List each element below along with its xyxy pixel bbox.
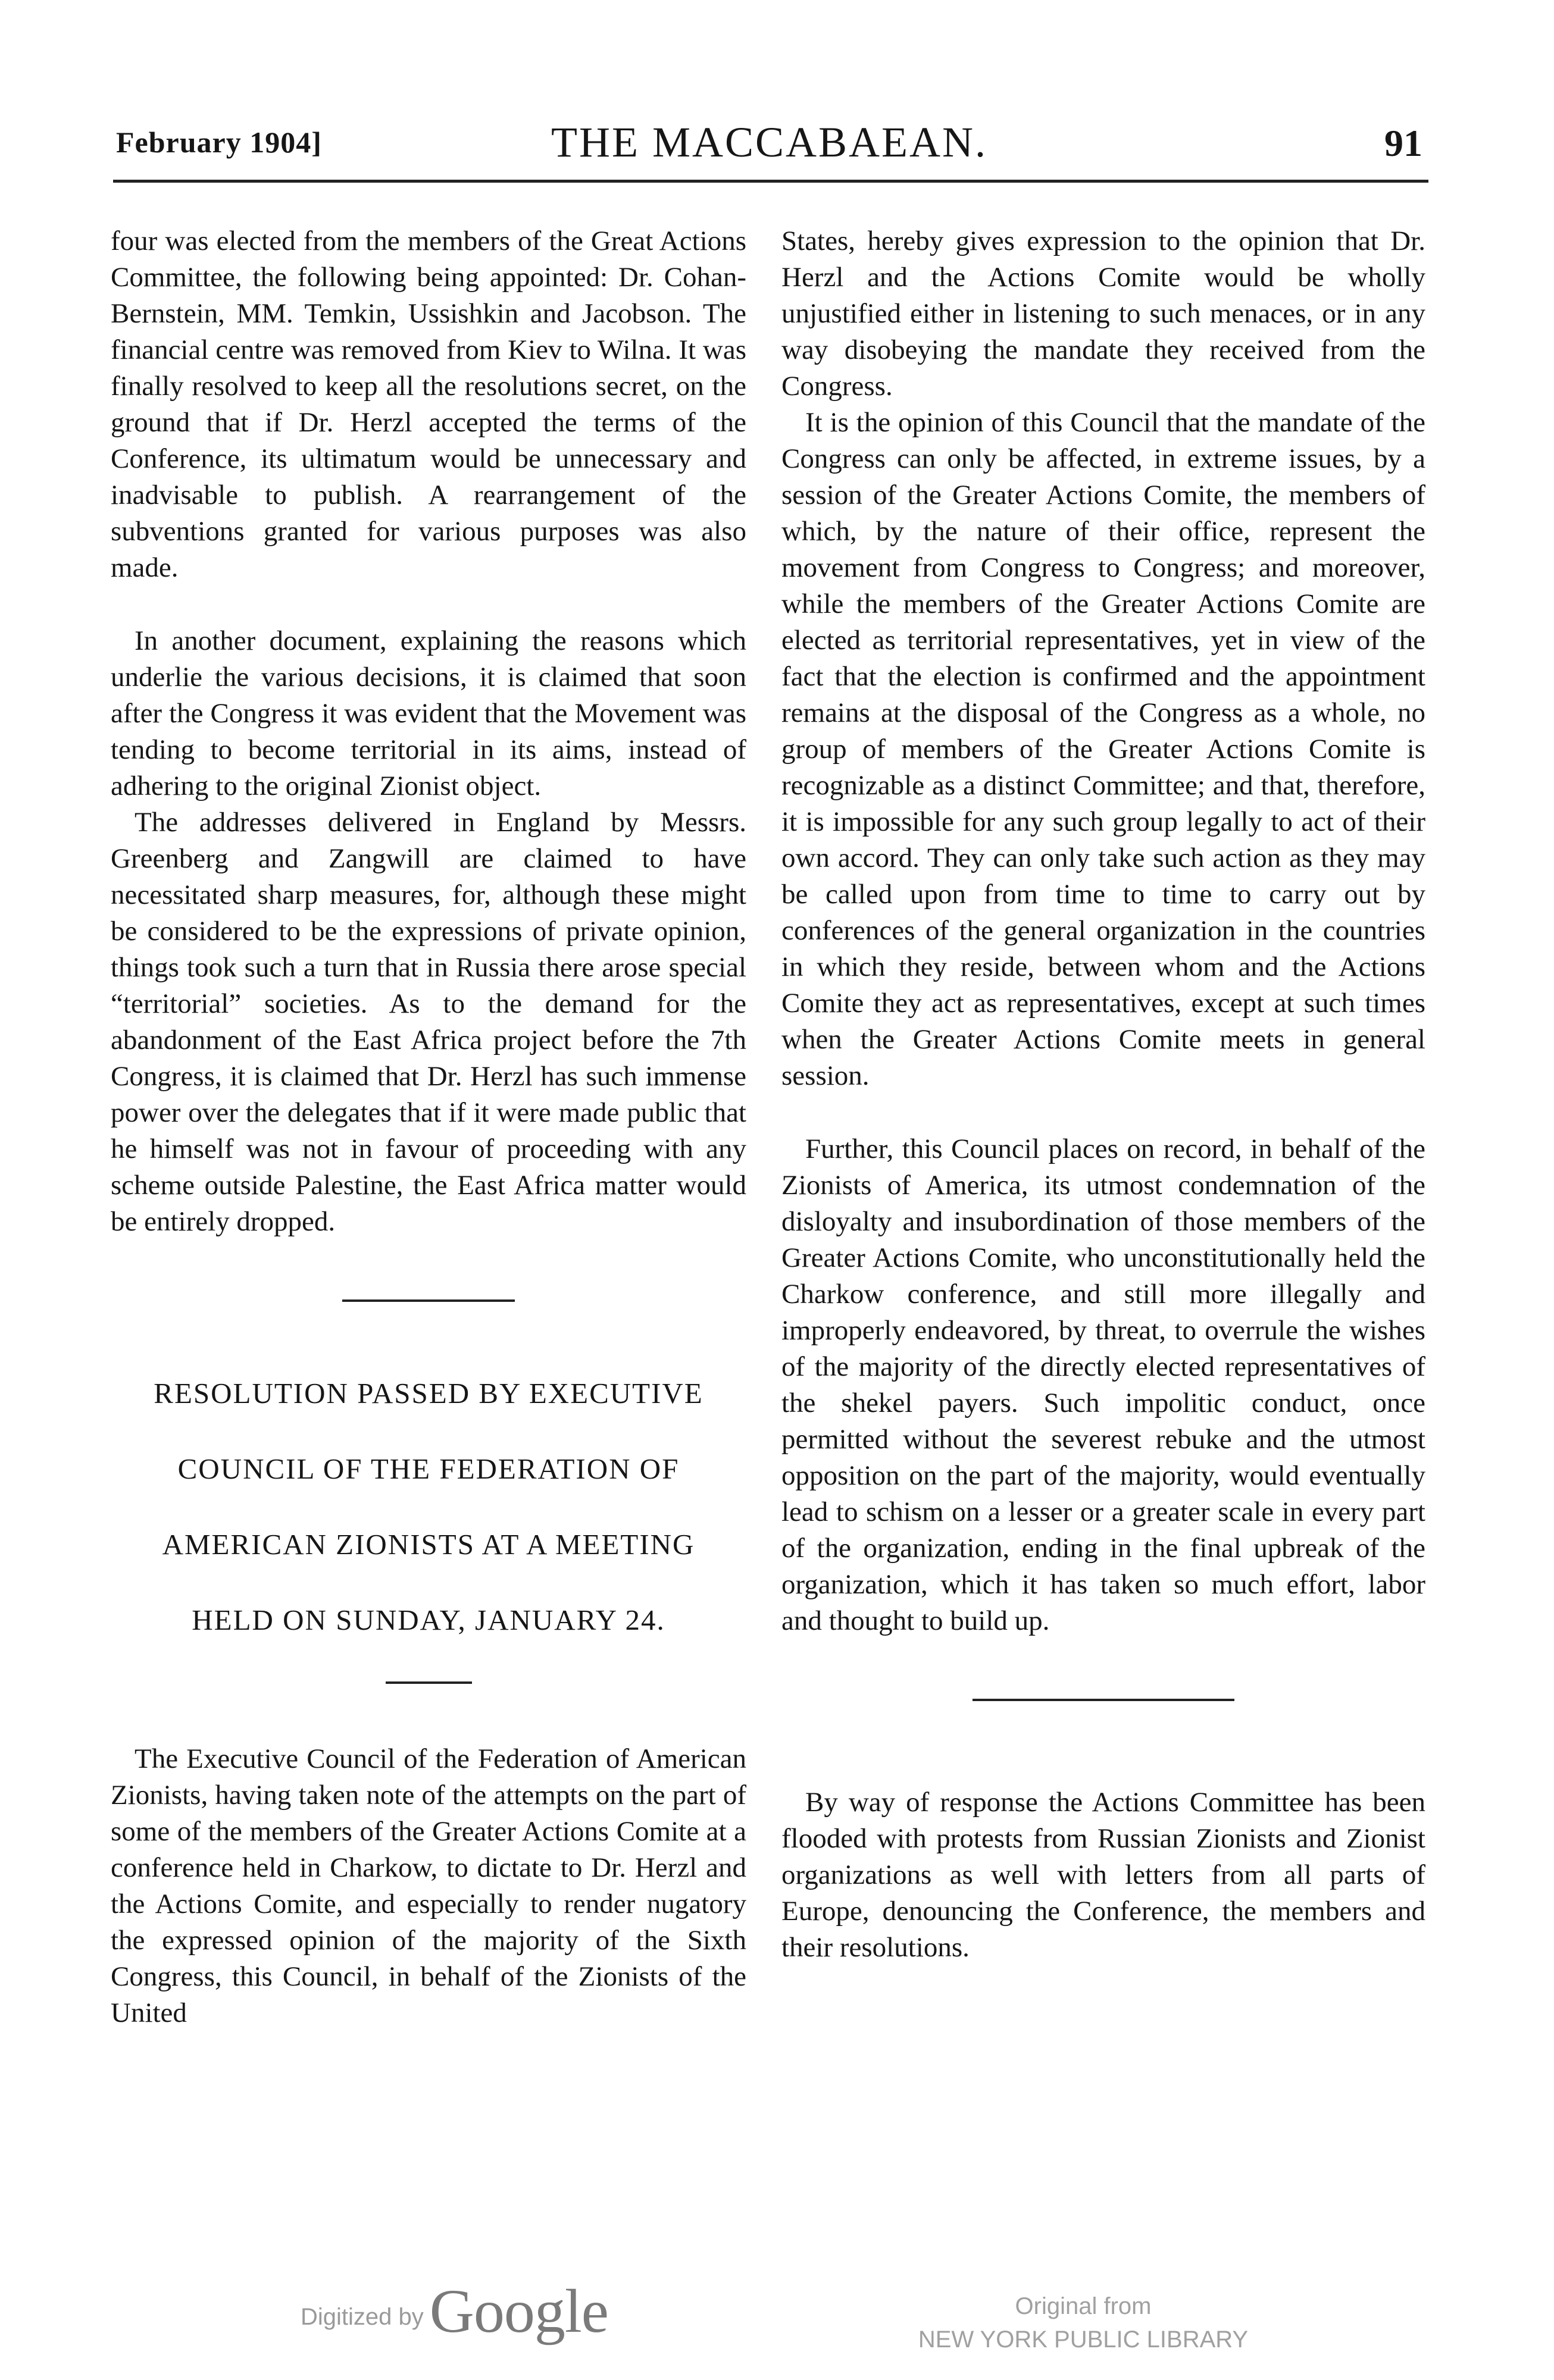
library-credit	[887, 2290, 1280, 2356]
paragraph: Further, this Council places on record, in behalf of the Zionists of America, its utmost condemnation of the disloyalty and insubordination of those members of the Greater Actions Comite, who unconstitutionally held the Charkow conference, and still more illegally and improperly endeavored, by threat, to overrule the wishes of the majority of the directly elected representatives of the shekel payers. Such impolitic conduct, once permitted without the severest rebuke and the utmost opposition on the part of the majority, would eventually lead to schism on a lesser or a greater scale in every part of the organization, ending in the final upbreak of the organization, which it has taken so much effort, labor and thought to build up.	[781, 1133, 1425, 1636]
header-rule	[113, 180, 1428, 183]
spacer	[781, 1701, 1425, 1784]
resolution-paragraph: The Executive Council of the Federation of American Zionists, having taken note of the attempts on the part of some of the members of the Greater Actions Comite at a conference held in Charkow, to dictate to Dr. Herzl and the Actions Comite, and especially to render nugatory the expressed opinion of the majority of the Sixth Congress, this Council, in behalf of the Zionists of the United	[111, 1743, 746, 2028]
resolution-heading: RESOLUTION PASSED BY EXECUTIVE COUNCIL OF THE FEDERATION OF AMERICAN ZIONISTS AT A MEETING HELD ON SUNDAY, JANUARY 24.	[154, 1377, 703, 1636]
spacer	[111, 586, 746, 623]
digitized-by-watermark	[301, 2276, 608, 2347]
original-from-label: Original from	[1015, 2293, 1152, 2319]
publication-title: THE MACCABAEAN.	[551, 118, 987, 166]
spacer	[111, 1658, 746, 1681]
spacer	[781, 1639, 1425, 1699]
left-column	[111, 223, 746, 2031]
library-name: NEW YORK PUBLIC LIBRARY	[918, 2326, 1249, 2353]
spacer	[111, 1684, 746, 1741]
paragraph: By way of response the Actions Committee has been flooded with protests from Russian Zionists and Zionist organizations as well with letters from all parts of Europe, denouncing the Conference, the members and their resolutions.	[781, 1787, 1425, 1963]
spacer	[111, 1240, 746, 1299]
paragraph: four was elected from the members of the Great Actions Committee, the following being appointed: Dr. Cohan-Bernstein, MM. Temkin, Ussishkin and Jacobson. The financial centre was removed from Kiev to Wilna. It was finally resolved to keep all the resolutions secret, on the ground that if Dr. Herzl accepted the terms of the Conference, its ultimatum would be unnecessary and inadvisable to publish. A rearrangement of the subventions granted for various purposes was also made.	[111, 226, 746, 583]
digitized-by-label: Digitized by	[301, 2304, 424, 2330]
right-column	[781, 223, 1425, 1966]
running-head	[110, 118, 1428, 171]
issue-date: February 1904]	[116, 126, 322, 159]
paragraph: In another document, explaining the reasons which underlie the various decisions, it is claimed that soon after the Congress it was evident that the Movement was tending to become territorial in its aims, instead of adhering to the original Zionist object.	[111, 625, 746, 801]
paragraph: The addresses delivered in England by Messrs. Greenberg and Zangwill are claimed to have necessitated sharp measures, for, although these might be considered to be the expressions of private opinion, things took such a turn that in Russia there arose special “territorial” societies. As to the demand for the abandonment of the East Africa project before the 7th Congress, it is claimed that Dr. Herzl has such immense power over the delegates that if it were made public that he himself was not in favour of proceeding with any scheme outside Palestine, the East Africa matter would be entirely dropped.	[111, 807, 746, 1237]
paragraph: States, hereby gives expression to the opinion that Dr. Herzl and the Actions Comite would be wholly unjustified either in listening to such menaces, or in any way disobeying the mandate they received from the Congress.	[781, 226, 1425, 402]
spacer	[781, 1094, 1425, 1131]
google-logo: Google	[429, 2277, 608, 2345]
spacer	[111, 1302, 746, 1355]
page-number: 91	[1384, 122, 1422, 164]
paragraph: It is the opinion of this Council that the mandate of the Congress can only be affected, in extreme issues, by a session of the Greater Actions Comite, the members of which, by the nature of their office, represent the movement from Congress to Congress; and moreover, while the members of the Greater Actions Comite are elected as territorial representatives, yet in view of the fact that the election is confirmed and the appointment remains at the disposal of the Congress as a whole, no group of members of the Greater Actions Comite is recognizable as a distinct Committee; and that, therefore, it is impossible for any such group legally to act of their own accord. They can only take such action as they may be called upon from time to time to carry out by conferences of the general organization in the countries in which they reside, between whom and the Actions Comite they act as representatives, except at such times when the Greater Actions Comite meets in general session.	[781, 407, 1425, 1091]
